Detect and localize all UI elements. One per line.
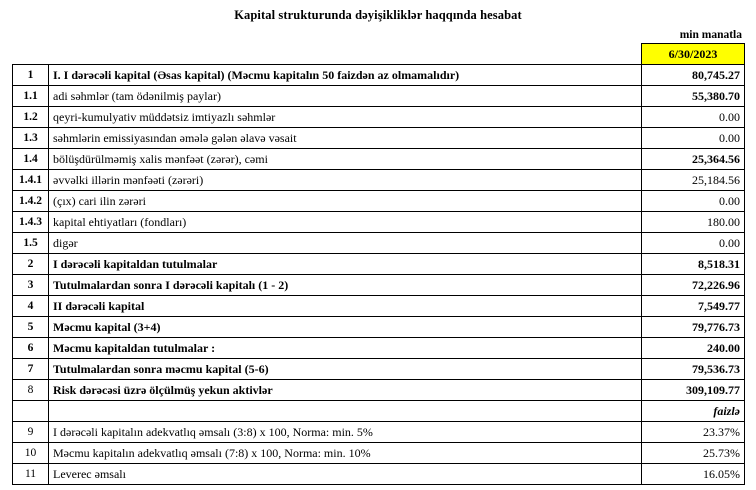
row-value: 25.73% [642,443,745,464]
row-value: 79,536.73 [642,359,745,380]
row-number: 3 [13,275,49,296]
table-row [13,338,745,359]
table-header-row [13,44,745,65]
table-row [13,254,745,275]
row-value: 0.00 [642,233,745,254]
row-label: digər [49,233,642,254]
capital-structure-table [12,43,745,485]
row-value: 309,109.77 [642,380,745,401]
row-number: 1.4.1 [13,170,49,191]
row-value: 25,364.56 [642,149,745,170]
row-label: qeyri-kumulyativ müddətsiz imtiyazlı səhmlər [49,107,642,128]
row-number: 7 [13,359,49,380]
table-row [13,128,745,149]
row-value: 80,745.27 [642,65,745,86]
row-value: 23.37% [642,422,745,443]
table-row [13,275,745,296]
row-label: Məcmu kapitaldan tutulmalar : [49,338,642,359]
row-label: kapital ehtiyatları (fondları) [49,212,642,233]
row-number: 5 [13,317,49,338]
row-number: 11 [13,464,49,485]
row-number: 1.3 [13,128,49,149]
row-value: 240.00 [642,338,745,359]
row-label: əvvəlki illərin mənfəəti (zərəri) [49,170,642,191]
row-label: Risk dərəcəsi üzrə ölçülmüş yekun aktivlər [49,380,642,401]
table-body [13,44,745,485]
row-label: səhmlərin emissiyasından əmələ gələn əlavə vəsait [49,128,642,149]
row-value: 0.00 [642,107,745,128]
row-label: Məcmu kapitalın adekvatlıq əmsalı (7:8) x 100, Norma: min. 10% [49,443,642,464]
table-row [13,233,745,254]
header-blank-label [49,44,642,65]
row-label: (çıx) cari ilin zərəri [49,191,642,212]
row-value: 0.00 [642,128,745,149]
row-label: Leverec əmsalı [49,464,642,485]
row-label: adi səhmlər (tam ödənilmiş paylar) [49,86,642,107]
row-label: Tutulmalardan sonra məcmu kapital (5-6) [49,359,642,380]
table-row [13,107,745,128]
table-row [13,170,745,191]
row-number: 1.1 [13,86,49,107]
row-label: Məcmu kapital (3+4) [49,317,642,338]
page-title: Kapital strukturunda dəyişikliklər haqqında hesabat [234,8,522,22]
row-number: 9 [13,422,49,443]
unit-label: min manatla [679,29,742,41]
row-label: I dərəcəli kapitaldan tutulmalar [49,254,642,275]
row-value: 0.00 [642,191,745,212]
row-number: 4 [13,296,49,317]
row-number: 1.5 [13,233,49,254]
row-label: bölüşdürülməmiş xalis mənfəət (zərər), cəmi [49,149,642,170]
percent-unit-blank-num [13,401,49,422]
table-row [13,86,745,107]
row-label: I. I dərəcəli kapital (Əsas kapital) (Məcmu kapitalın 50 faizdən az olmamalıdır) [49,65,642,86]
table-row [13,422,745,443]
table-row [13,443,745,464]
row-value: 72,226.96 [642,275,745,296]
row-number: 1.2 [13,107,49,128]
row-number: 1.4 [13,149,49,170]
table-row [13,149,745,170]
row-value: 7,549.77 [642,296,745,317]
row-number: 1.4.3 [13,212,49,233]
row-value: 8,518.31 [642,254,745,275]
table-row [13,191,745,212]
report-page [0,8,756,490]
row-value: 55,380.70 [642,86,745,107]
row-value: 79,776.73 [642,317,745,338]
table-row [13,317,745,338]
table-row [13,464,745,485]
row-value: 180.00 [642,212,745,233]
percent-unit-label: faizlə [642,401,745,422]
table-row [13,296,745,317]
row-label: II dərəcəli kapital [49,296,642,317]
table-row [13,65,745,86]
row-number: 6 [13,338,49,359]
header-period: 6/30/2023 [642,44,745,65]
table-row [13,380,745,401]
table-row [13,359,745,380]
row-number: 1.4.2 [13,191,49,212]
row-number: 1 [13,65,49,86]
row-label: Tutulmalardan sonra I dərəcəli kapitalı (1 - 2) [49,275,642,296]
percent-unit-blank-label [49,401,642,422]
header-blank-num [13,44,49,65]
row-value: 16.05% [642,464,745,485]
table-row [13,212,745,233]
row-label: I dərəcəli kapitalın adekvatlıq əmsalı (3:8) x 100, Norma: min. 5% [49,422,642,443]
row-value: 25,184.56 [642,170,745,191]
percent-unit-row [13,401,745,422]
row-number: 2 [13,254,49,275]
row-number: 8 [13,380,49,401]
row-number: 10 [13,443,49,464]
